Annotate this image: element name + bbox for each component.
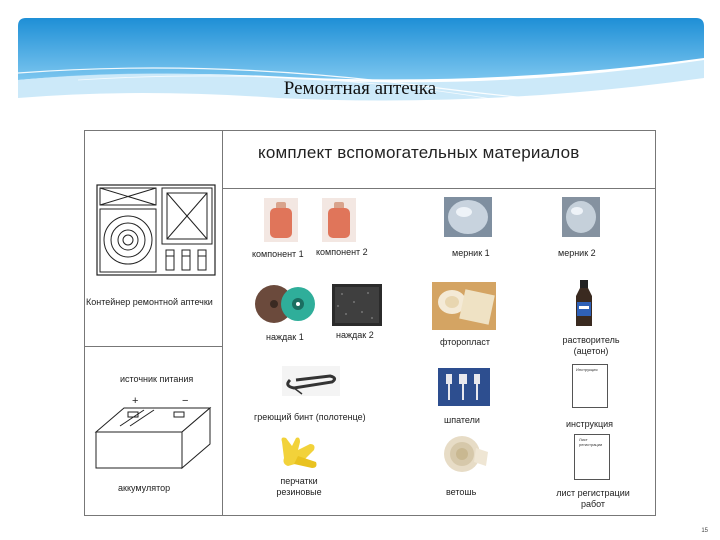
plus-sign: +: [132, 395, 139, 407]
battery-label: аккумулятор: [118, 483, 171, 493]
slide-title: Ремонтная аптечка: [283, 78, 437, 99]
left-section-divider: [84, 346, 222, 347]
registration-label-line2: работ: [580, 499, 606, 509]
registration-document: [574, 434, 610, 480]
registration-label-line1: лист регистрации: [556, 488, 630, 498]
container-label: Контейнер ремонтной аптечки: [86, 297, 213, 307]
sandpaper1-image: [254, 276, 316, 328]
instruction-document: [572, 364, 608, 408]
heading-divider: [222, 188, 656, 189]
heating-bandage-image: [282, 366, 340, 396]
minus-sign: −: [182, 395, 189, 407]
battery-drawing: [94, 404, 212, 470]
component1-image: [264, 198, 298, 242]
power-source-label: источник питания: [120, 374, 194, 384]
rag-label: ветошь: [446, 487, 477, 497]
measure1-label: мерник 1: [452, 248, 490, 258]
heating-bandage-label: греющий бинт (полотенце): [254, 412, 366, 422]
spatulas-label: шпатели: [444, 415, 480, 425]
measure2-label: мерник 2: [558, 248, 596, 258]
gloves-label-line1: перчатки: [280, 476, 318, 486]
sandpaper2-image: [332, 284, 382, 326]
fluoroplast-label: фторопласт: [440, 337, 490, 347]
gloves-label-line2: резиновые: [276, 487, 322, 497]
solvent-label-line1: растворитель: [562, 335, 620, 345]
header-banner: [18, 18, 704, 130]
component1-label: компонент 1: [252, 249, 304, 259]
fluoroplast-image: [432, 282, 496, 330]
sandpaper2-label: наждак 2: [336, 330, 374, 340]
page-number: 15: [701, 528, 708, 534]
instruction-doc-text: Инструкция: [576, 367, 598, 372]
rag-image: [440, 432, 490, 476]
component2-label: компонент 2: [316, 247, 368, 257]
measure2-image: [562, 197, 600, 237]
registration-doc-text: Лист регистрации: [579, 437, 603, 447]
solvent-image: [574, 280, 594, 328]
materials-heading: комплект вспомогательных материалов: [258, 143, 580, 162]
instruction-label: инструкция: [566, 419, 614, 429]
solvent-label-line2: (ацетон): [573, 346, 609, 356]
spatulas-image: [438, 368, 490, 406]
measure1-image: [444, 197, 492, 237]
sandpaper1-label: наждак 1: [266, 332, 304, 342]
container-drawing: [96, 184, 216, 276]
gloves-image: [278, 434, 320, 470]
component2-image: [322, 198, 356, 242]
